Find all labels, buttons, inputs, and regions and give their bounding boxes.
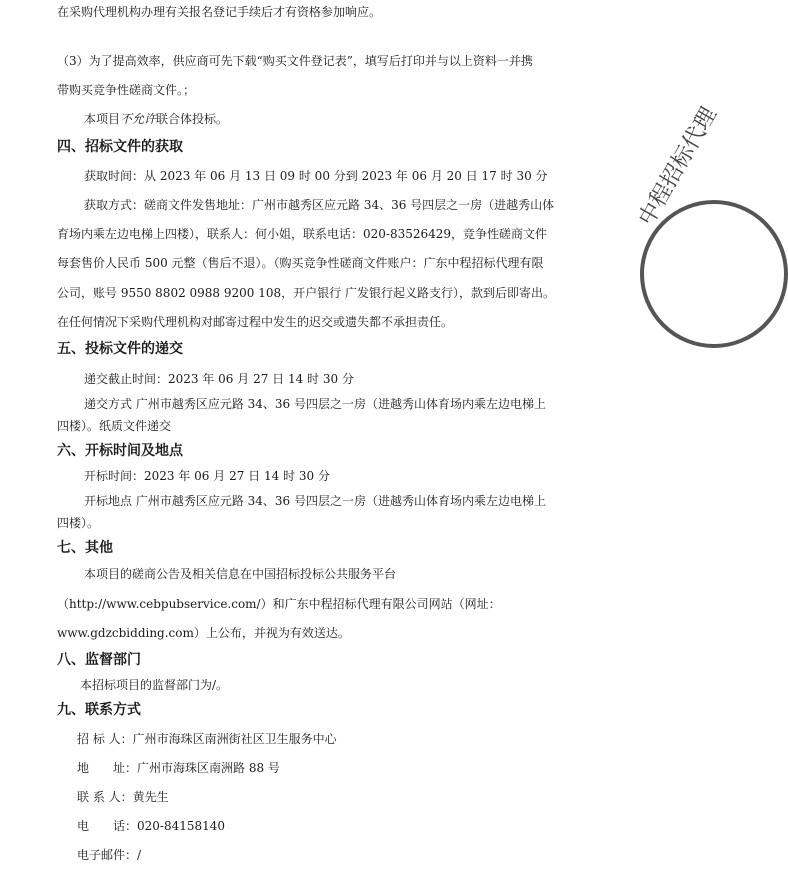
s4-line-2: 获取方式：磋商文件发售地址：广州市越秀区应元路 34、36 号四层之一房（进越秀山体 [84,198,555,212]
s7-line-1: 本项目的磋商公告及相关信息在中国招标投标公共服务平台 [84,567,397,581]
s4-line-3: 育场内乘左边电梯上四楼），联系人：何小姐，联系电话：020-83526429，竞争性磋商文件 [57,227,548,241]
company-seal [640,200,788,348]
s6-line-3: 四楼）。 [57,516,100,530]
s4-line-4: 每套售价人民币 500 元整（售后不退）。（购买竞争性磋商文件账户：广东中程招标代理有限 [57,256,544,270]
intro-line-1: 在采购代理机构办理有关报名登记手续后才有资格参加响应。 [57,5,382,19]
contact-tenderer: 招 标 人：广州市海珠区南洲街社区卫生服务中心 [77,732,337,746]
s5-line-3: 四楼）。纸质文件递交 [57,419,172,433]
s8-line-1: 本招标项目的监督部门为/。 [80,678,229,692]
s7-line-2: （http://www.cebpubservice.com/）和广东中程招标代理有限公司网站（网址： [57,597,501,611]
intro-line-4-b: 不允许 [120,112,157,126]
s5-line-2: 递交方式 广州市越秀区应元路 34、36 号四层之一房（进越秀山体育场内乘左边电梯上 [84,397,546,411]
section-9-title: 九、联系方式 [57,702,141,718]
section-8-title: 八、监督部门 [57,652,141,668]
intro-line-3: 带购买竞争性磋商文件。； [57,83,196,97]
section-6-title: 六、开标时间及地点 [57,443,183,459]
intro-line-4-c: 联合体投标。 [156,112,229,126]
s4-line-5: 公司，账号 9550 8802 0988 9200 108，开户银行 广发银行起义路支行），款到后即寄出。 [57,286,555,300]
contact-person: 联 系 人：黄先生 [77,790,169,804]
section-5-title: 五、投标文件的递交 [57,341,183,357]
s4-line-6: 在任何情况下采购代理机构对邮寄过程中发生的迟交或遗失都不承担责任。 [57,315,454,329]
intro-line-4 [84,111,228,127]
intro-line-2: （3）为了提高效率，供应商可先下载“购买文件登记表”，填写后打印并与以上资料一并携 [57,54,533,68]
contact-email: 电子邮件：/ [77,848,142,862]
contact-phone: 电 话：020-84158140 [77,819,226,833]
section-4-title: 四、招标文件的获取 [57,139,183,155]
s7-line-3: www.gdzcbidding.com）上公布，并视为有效送达。 [57,626,350,640]
s6-line-2: 开标地点 广州市越秀区应元路 34、36 号四层之一房（进越秀山体育场内乘左边电梯上 [84,494,546,508]
section-7-title: 七、其他 [57,540,113,556]
contact-address: 地 址：广州市海珠区南洲路 88 号 [77,761,280,775]
intro-line-4-a: 本项目 [84,112,121,126]
s5-line-1: 递交截止时间：2023 年 06 月 27 日 14 时 30 分 [84,372,354,386]
s6-line-1: 开标时间：2023 年 06 月 27 日 14 时 30 分 [84,469,330,483]
s4-line-1: 获取时间：从 2023 年 06 月 13 日 09 时 00 分到 2023 年 06 月 20 日 17 时 30 分 [84,169,548,183]
company-seal-text: 中程招标代理 [634,103,722,230]
